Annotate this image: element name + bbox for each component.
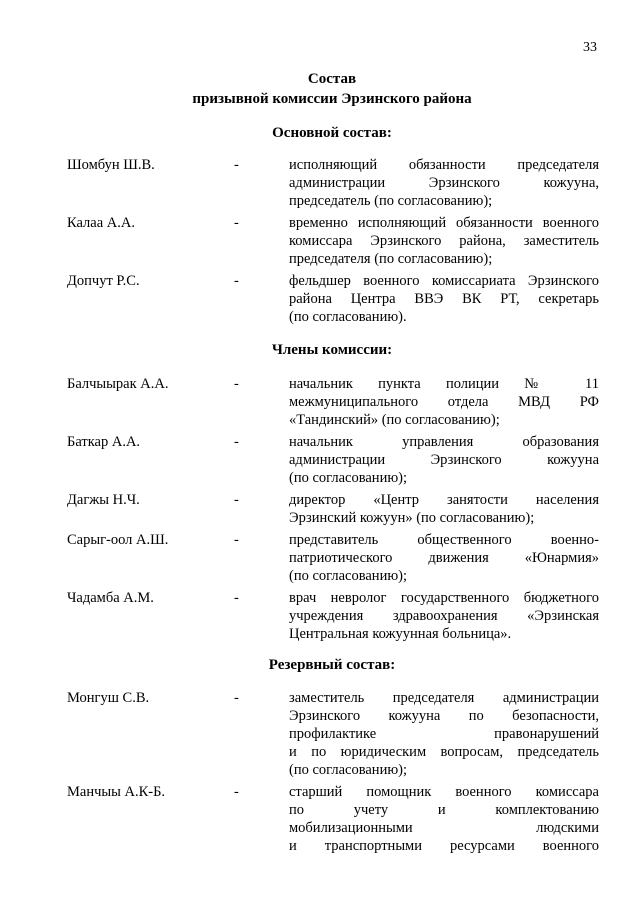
description-line: врач невролог государственного бюджетного	[289, 590, 599, 606]
description-line: исполняющий обязанности председателя	[289, 157, 599, 173]
description-line: «Тандинский» (по согласованию);	[289, 412, 500, 428]
member-description	[289, 589, 599, 643]
description-line: начальник пункта полиции № 11	[289, 376, 599, 392]
description-line: заместитель председателя администрации	[289, 690, 599, 706]
section-heading-members: Члены комиссии:	[271, 342, 393, 358]
description-line: администрации Эрзинского кожууна	[289, 452, 599, 468]
member-dash: -	[234, 690, 239, 706]
description-line: директор «Центр занятости населения	[289, 492, 599, 508]
description-line: администрации Эрзинского кожууна,	[289, 175, 599, 191]
member-dash: -	[234, 376, 239, 392]
member-name: Монгуш С.В.	[67, 690, 150, 706]
description-line: и транспортными ресурсами военного	[289, 838, 599, 854]
member-dash: -	[234, 157, 239, 173]
description-line: председателя (по согласованию);	[289, 251, 493, 267]
description-line: председатель (по согласованию);	[289, 193, 493, 209]
description-line: (по согласованию).	[289, 309, 407, 325]
member-name: Шомбун Ш.В.	[67, 157, 155, 173]
description-line: учреждения здравоохранения «Эрзинская	[289, 608, 599, 624]
member-name: Манчыы А.К-Б.	[67, 784, 166, 800]
description-line: патриотического движения «Юнармия»	[289, 550, 599, 566]
member-description	[289, 689, 599, 779]
description-line: по учету и комплектованию	[289, 802, 599, 818]
description-line: мобилизационными людскими	[289, 820, 599, 836]
member-description	[289, 214, 599, 268]
member-description	[289, 375, 599, 429]
member-dash: -	[234, 273, 239, 289]
description-line: (по согласованию);	[289, 568, 408, 584]
description-line: (по согласованию);	[289, 762, 408, 778]
member-dash: -	[234, 532, 239, 548]
member-dash: -	[234, 784, 239, 800]
description-line: Эрзинский кожуун» (по согласованию);	[289, 510, 535, 526]
description-line: временно исполняющий обязанности военного	[289, 215, 599, 231]
member-dash: -	[234, 434, 239, 450]
description-line: и по юридическим вопросам, председатель	[289, 744, 599, 760]
member-dash: -	[234, 590, 239, 606]
member-description	[289, 433, 599, 487]
title-line-1: Состав	[307, 71, 357, 87]
member-name: Калаа А.А.	[67, 215, 135, 231]
description-line: межмуниципального отдела МВД РФ	[289, 394, 599, 410]
member-name: Дагжы Н.Ч.	[67, 492, 140, 508]
member-dash: -	[234, 215, 239, 231]
description-line: района Центра ВВЭ ВК РТ, секретарь	[289, 291, 599, 307]
member-description	[289, 491, 599, 527]
member-description	[289, 156, 599, 210]
section-heading-reserve: Резервный состав:	[268, 657, 396, 673]
member-description	[289, 531, 599, 585]
member-name: Чадамба А.М.	[67, 590, 154, 606]
description-line: фельдшер военного комиссариата Эрзинского	[289, 273, 599, 289]
description-line: представитель общественного военно-	[289, 532, 599, 548]
description-line: Центральная кожуунная больница».	[289, 626, 512, 642]
description-line: профилактике правонарушений	[289, 726, 599, 742]
description-line: комиссара Эрзинского района, заместитель	[289, 233, 599, 249]
member-name: Баткар А.А.	[67, 434, 141, 450]
description-line: старший помощник военного комиссара	[289, 784, 599, 800]
title-line-2: призывной комиссии Эрзинского района	[192, 91, 472, 107]
page-number: 33	[583, 40, 597, 55]
member-name: Балчыырак А.А.	[67, 376, 169, 392]
section-heading-main: Основной состав:	[272, 125, 392, 141]
description-line: (по согласованию);	[289, 470, 408, 486]
member-description	[289, 783, 599, 855]
description-line: Эрзинского кожууна по безопасности,	[289, 708, 599, 724]
member-dash: -	[234, 492, 239, 508]
document-title	[0, 69, 640, 109]
member-name: Сарыг-оол А.Ш.	[67, 532, 169, 548]
member-description	[289, 272, 599, 326]
description-line: начальник управления образования	[289, 434, 599, 450]
member-name: Допчут Р.С.	[67, 273, 140, 289]
